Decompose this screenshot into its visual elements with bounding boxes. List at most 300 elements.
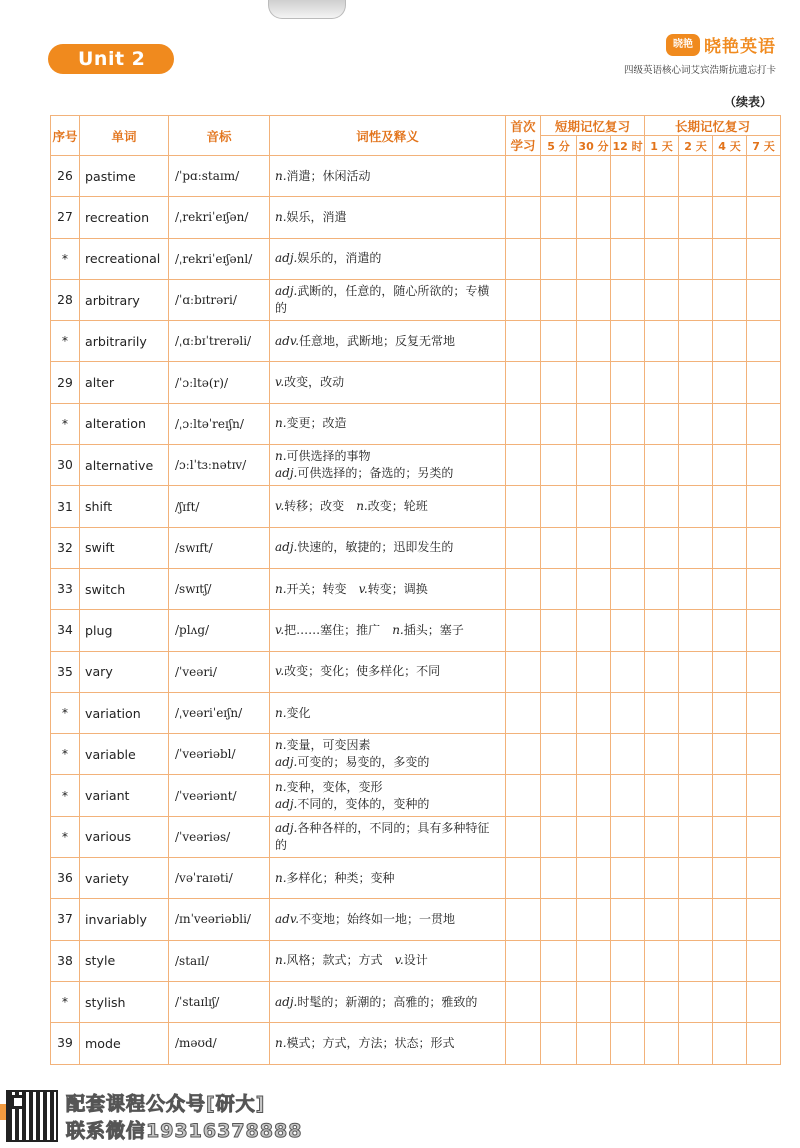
check-7day-cell[interactable] bbox=[747, 692, 781, 733]
check-12h-cell[interactable] bbox=[611, 321, 645, 362]
part-of-speech: n. bbox=[275, 738, 287, 753]
check-5min-cell[interactable] bbox=[541, 279, 577, 320]
check-first-cell[interactable] bbox=[506, 321, 541, 362]
row-number: 26 bbox=[51, 156, 80, 197]
check-7day-cell[interactable] bbox=[747, 279, 781, 320]
check-5min-cell[interactable] bbox=[541, 568, 577, 609]
check-12h-cell[interactable] bbox=[611, 527, 645, 568]
check-7day-cell[interactable] bbox=[747, 362, 781, 403]
definition-line bbox=[275, 465, 501, 482]
row-definition bbox=[270, 568, 506, 609]
check-5min-cell[interactable] bbox=[541, 403, 577, 444]
row-phonetic: /ˌrekriˈeɪʃən/ bbox=[169, 197, 270, 238]
row-phonetic: /ˈveəriənt/ bbox=[169, 775, 270, 816]
part-of-speech: n. bbox=[275, 581, 287, 596]
check-12h-cell[interactable] bbox=[611, 940, 645, 981]
table-row bbox=[51, 816, 781, 857]
definition-text: 改变，改动 bbox=[284, 375, 345, 390]
row-number: 36 bbox=[51, 858, 80, 899]
part-of-speech: n. bbox=[275, 449, 287, 464]
part-of-speech: v. bbox=[358, 581, 368, 596]
check-first-cell[interactable] bbox=[506, 445, 541, 486]
row-definition bbox=[270, 321, 506, 362]
row-phonetic: /swɪtʃ/ bbox=[169, 568, 270, 609]
check-2day-cell[interactable] bbox=[679, 197, 713, 238]
check-2day-cell[interactable] bbox=[679, 527, 713, 568]
check-30min-cell[interactable] bbox=[577, 527, 611, 568]
row-number: 33 bbox=[51, 568, 80, 609]
check-first-cell[interactable] bbox=[506, 527, 541, 568]
col-header-7day: 7 天 bbox=[747, 136, 781, 156]
check-7day-cell[interactable] bbox=[747, 899, 781, 940]
check-30min-cell[interactable] bbox=[577, 692, 611, 733]
row-word: shift bbox=[80, 486, 169, 527]
check-2day-cell[interactable] bbox=[679, 568, 713, 609]
check-30min-cell[interactable] bbox=[577, 651, 611, 692]
row-word: style bbox=[80, 940, 169, 981]
check-30min-cell[interactable] bbox=[577, 445, 611, 486]
check-30min-cell[interactable] bbox=[577, 486, 611, 527]
check-first-cell[interactable] bbox=[506, 279, 541, 320]
check-4day-cell[interactable] bbox=[713, 403, 747, 444]
definition-text: 设计 bbox=[403, 953, 428, 968]
check-7day-cell[interactable] bbox=[747, 858, 781, 899]
definition-text: 娱乐，消遣 bbox=[286, 209, 347, 224]
table-row bbox=[51, 238, 781, 279]
check-4day-cell[interactable] bbox=[713, 610, 747, 651]
check-5min-cell[interactable] bbox=[541, 940, 577, 981]
check-12h-cell[interactable] bbox=[611, 816, 645, 857]
definition-text: 时髦的；新潮的；高雅的；雅致的 bbox=[297, 994, 478, 1009]
check-5min-cell[interactable] bbox=[541, 651, 577, 692]
check-12h-cell[interactable] bbox=[611, 238, 645, 279]
check-12h-cell[interactable] bbox=[611, 1023, 645, 1064]
col-header-1day: 1 天 bbox=[645, 136, 679, 156]
unit-badge: Unit 2 bbox=[48, 44, 174, 74]
check-first-cell[interactable] bbox=[506, 775, 541, 816]
check-30min-cell[interactable] bbox=[577, 238, 611, 279]
check-1day-cell[interactable] bbox=[645, 981, 679, 1022]
row-word: variation bbox=[80, 692, 169, 733]
check-30min-cell[interactable] bbox=[577, 279, 611, 320]
check-7day-cell[interactable] bbox=[747, 527, 781, 568]
row-definition bbox=[270, 279, 506, 320]
check-1day-cell[interactable] bbox=[645, 403, 679, 444]
check-first-cell[interactable] bbox=[506, 899, 541, 940]
definition-line bbox=[275, 779, 501, 796]
row-word: swift bbox=[80, 527, 169, 568]
check-30min-cell[interactable] bbox=[577, 156, 611, 197]
check-4day-cell[interactable] bbox=[713, 568, 747, 609]
row-word: recreational bbox=[80, 238, 169, 279]
row-number: 37 bbox=[51, 899, 80, 940]
part-of-speech: adv. bbox=[275, 333, 300, 348]
check-5min-cell[interactable] bbox=[541, 197, 577, 238]
check-30min-cell[interactable] bbox=[577, 1023, 611, 1064]
part-of-speech: adj. bbox=[275, 755, 298, 770]
col-header-word: 单词 bbox=[80, 116, 169, 156]
check-1day-cell[interactable] bbox=[645, 816, 679, 857]
definition-line bbox=[275, 448, 501, 465]
check-7day-cell[interactable] bbox=[747, 1023, 781, 1064]
part-of-speech: adj. bbox=[275, 820, 298, 835]
row-phonetic: /ɪnˈveəriəbli/ bbox=[169, 899, 270, 940]
check-30min-cell[interactable] bbox=[577, 321, 611, 362]
check-30min-cell[interactable] bbox=[577, 610, 611, 651]
row-word: variable bbox=[80, 734, 169, 775]
check-1day-cell[interactable] bbox=[645, 734, 679, 775]
check-2day-cell[interactable] bbox=[679, 156, 713, 197]
check-12h-cell[interactable] bbox=[611, 486, 645, 527]
check-5min-cell[interactable] bbox=[541, 321, 577, 362]
check-7day-cell[interactable] bbox=[747, 238, 781, 279]
row-definition bbox=[270, 775, 506, 816]
check-first-cell[interactable] bbox=[506, 156, 541, 197]
table-row bbox=[51, 321, 781, 362]
check-7day-cell[interactable] bbox=[747, 568, 781, 609]
check-2day-cell[interactable] bbox=[679, 445, 713, 486]
check-30min-cell[interactable] bbox=[577, 362, 611, 403]
check-1day-cell[interactable] bbox=[645, 858, 679, 899]
row-phonetic: /ˌɔːltəˈreɪʃn/ bbox=[169, 403, 270, 444]
check-first-cell[interactable] bbox=[506, 1023, 541, 1064]
check-5min-cell[interactable] bbox=[541, 899, 577, 940]
definition-text: 不同的，变体的，变种的 bbox=[297, 796, 430, 811]
table-row bbox=[51, 156, 781, 197]
check-7day-cell[interactable] bbox=[747, 981, 781, 1022]
row-definition bbox=[270, 486, 506, 527]
brand bbox=[666, 32, 776, 57]
check-1day-cell[interactable] bbox=[645, 940, 679, 981]
row-phonetic: /ˈɑːbɪtrəri/ bbox=[169, 279, 270, 320]
check-5min-cell[interactable] bbox=[541, 445, 577, 486]
col-header-30min: 30 分 bbox=[577, 136, 611, 156]
check-2day-cell[interactable] bbox=[679, 321, 713, 362]
check-4day-cell[interactable] bbox=[713, 775, 747, 816]
check-12h-cell[interactable] bbox=[611, 775, 645, 816]
row-definition bbox=[270, 527, 506, 568]
check-4day-cell[interactable] bbox=[713, 816, 747, 857]
check-1day-cell[interactable] bbox=[645, 445, 679, 486]
check-first-cell[interactable] bbox=[506, 940, 541, 981]
row-word: switch bbox=[80, 568, 169, 609]
table-row bbox=[51, 940, 781, 981]
table-row bbox=[51, 403, 781, 444]
part-of-speech: v. bbox=[275, 664, 285, 679]
row-word: pastime bbox=[80, 156, 169, 197]
check-first-cell[interactable] bbox=[506, 692, 541, 733]
definition-text: 变量，可变因素 bbox=[286, 738, 371, 753]
check-2day-cell[interactable] bbox=[679, 486, 713, 527]
check-first-cell[interactable] bbox=[506, 362, 541, 403]
part-of-speech: n. bbox=[275, 209, 287, 224]
row-number: 31 bbox=[51, 486, 80, 527]
check-4day-cell[interactable] bbox=[713, 445, 747, 486]
check-12h-cell[interactable] bbox=[611, 568, 645, 609]
row-definition bbox=[270, 1023, 506, 1064]
definition-text: 把……塞住；推广 bbox=[284, 622, 393, 637]
check-12h-cell[interactable] bbox=[611, 981, 645, 1022]
check-4day-cell[interactable] bbox=[713, 321, 747, 362]
definition-text: 武断的，任意的，随心所欲的；专横的 bbox=[275, 284, 490, 316]
check-5min-cell[interactable] bbox=[541, 692, 577, 733]
part-of-speech: adv. bbox=[275, 911, 300, 926]
check-7day-cell[interactable] bbox=[747, 775, 781, 816]
row-phonetic: /swɪft/ bbox=[169, 527, 270, 568]
check-2day-cell[interactable] bbox=[679, 899, 713, 940]
table-row bbox=[51, 651, 781, 692]
definition-line bbox=[275, 911, 501, 928]
check-1day-cell[interactable] bbox=[645, 238, 679, 279]
col-header-5min: 5 分 bbox=[541, 136, 577, 156]
row-word: variety bbox=[80, 858, 169, 899]
check-5min-cell[interactable] bbox=[541, 238, 577, 279]
definition-line bbox=[275, 796, 501, 813]
check-5min-cell[interactable] bbox=[541, 816, 577, 857]
check-4day-cell[interactable] bbox=[713, 940, 747, 981]
check-12h-cell[interactable] bbox=[611, 362, 645, 403]
check-2day-cell[interactable] bbox=[679, 692, 713, 733]
check-1day-cell[interactable] bbox=[645, 486, 679, 527]
check-1day-cell[interactable] bbox=[645, 651, 679, 692]
part-of-speech: adj. bbox=[275, 540, 298, 555]
table-row bbox=[51, 527, 781, 568]
check-4day-cell[interactable] bbox=[713, 197, 747, 238]
binder-clip bbox=[268, 0, 346, 19]
check-4day-cell[interactable] bbox=[713, 692, 747, 733]
check-2day-cell[interactable] bbox=[679, 651, 713, 692]
table-row bbox=[51, 568, 781, 609]
definition-text: 开关；转变 bbox=[286, 581, 359, 596]
part-of-speech: v. bbox=[394, 953, 404, 968]
check-30min-cell[interactable] bbox=[577, 858, 611, 899]
check-2day-cell[interactable] bbox=[679, 403, 713, 444]
check-2day-cell[interactable] bbox=[679, 362, 713, 403]
check-first-cell[interactable] bbox=[506, 734, 541, 775]
definition-text: 转变；调换 bbox=[367, 581, 428, 596]
row-word: variant bbox=[80, 775, 169, 816]
check-30min-cell[interactable] bbox=[577, 940, 611, 981]
part-of-speech: n. bbox=[275, 870, 287, 885]
check-30min-cell[interactable] bbox=[577, 899, 611, 940]
row-definition bbox=[270, 940, 506, 981]
definition-line bbox=[275, 283, 501, 317]
definition-line bbox=[275, 415, 501, 432]
check-2day-cell[interactable] bbox=[679, 279, 713, 320]
check-first-cell[interactable] bbox=[506, 981, 541, 1022]
check-30min-cell[interactable] bbox=[577, 403, 611, 444]
check-4day-cell[interactable] bbox=[713, 858, 747, 899]
vocab-table bbox=[50, 115, 781, 1065]
check-12h-cell[interactable] bbox=[611, 734, 645, 775]
check-first-cell[interactable] bbox=[506, 403, 541, 444]
row-number: 35 bbox=[51, 651, 80, 692]
check-2day-cell[interactable] bbox=[679, 610, 713, 651]
check-5min-cell[interactable] bbox=[541, 610, 577, 651]
check-4day-cell[interactable] bbox=[713, 527, 747, 568]
table-row bbox=[51, 197, 781, 238]
table-row bbox=[51, 1023, 781, 1064]
check-1day-cell[interactable] bbox=[645, 362, 679, 403]
check-12h-cell[interactable] bbox=[611, 197, 645, 238]
check-4day-cell[interactable] bbox=[713, 156, 747, 197]
part-of-speech: n. bbox=[275, 168, 287, 183]
check-2day-cell[interactable] bbox=[679, 981, 713, 1022]
check-5min-cell[interactable] bbox=[541, 1023, 577, 1064]
row-phonetic: /ˈveəriəs/ bbox=[169, 816, 270, 857]
row-definition bbox=[270, 858, 506, 899]
check-2day-cell[interactable] bbox=[679, 940, 713, 981]
check-7day-cell[interactable] bbox=[747, 610, 781, 651]
check-7day-cell[interactable] bbox=[747, 321, 781, 362]
check-7day-cell[interactable] bbox=[747, 940, 781, 981]
check-7day-cell[interactable] bbox=[747, 445, 781, 486]
check-12h-cell[interactable] bbox=[611, 858, 645, 899]
check-4day-cell[interactable] bbox=[713, 1023, 747, 1064]
check-12h-cell[interactable] bbox=[611, 610, 645, 651]
row-number: * bbox=[51, 981, 80, 1022]
check-5min-cell[interactable] bbox=[541, 858, 577, 899]
check-first-cell[interactable] bbox=[506, 238, 541, 279]
col-header-phonetic: 音标 bbox=[169, 116, 270, 156]
row-number: * bbox=[51, 692, 80, 733]
row-phonetic: /ˈveəriəbl/ bbox=[169, 734, 270, 775]
definition-text: 变更；改造 bbox=[286, 416, 347, 431]
check-2day-cell[interactable] bbox=[679, 1023, 713, 1064]
check-12h-cell[interactable] bbox=[611, 445, 645, 486]
check-30min-cell[interactable] bbox=[577, 816, 611, 857]
qr-code-icon bbox=[6, 1090, 58, 1142]
check-12h-cell[interactable] bbox=[611, 651, 645, 692]
check-1day-cell[interactable] bbox=[645, 527, 679, 568]
row-definition bbox=[270, 692, 506, 733]
check-1day-cell[interactable] bbox=[645, 197, 679, 238]
definition-line bbox=[275, 870, 501, 887]
check-4day-cell[interactable] bbox=[713, 651, 747, 692]
row-number: 32 bbox=[51, 527, 80, 568]
definition-line bbox=[275, 663, 501, 680]
check-12h-cell[interactable] bbox=[611, 899, 645, 940]
part-of-speech: v. bbox=[275, 499, 285, 514]
part-of-speech: n. bbox=[356, 499, 368, 514]
check-first-cell[interactable] bbox=[506, 816, 541, 857]
check-2day-cell[interactable] bbox=[679, 816, 713, 857]
check-5min-cell[interactable] bbox=[541, 775, 577, 816]
row-phonetic: /staɪl/ bbox=[169, 940, 270, 981]
check-first-cell[interactable] bbox=[506, 568, 541, 609]
part-of-speech: v. bbox=[275, 375, 285, 390]
check-2day-cell[interactable] bbox=[679, 775, 713, 816]
check-5min-cell[interactable] bbox=[541, 734, 577, 775]
check-2day-cell[interactable] bbox=[679, 734, 713, 775]
check-5min-cell[interactable] bbox=[541, 486, 577, 527]
check-1day-cell[interactable] bbox=[645, 156, 679, 197]
definition-line bbox=[275, 754, 501, 771]
check-2day-cell[interactable] bbox=[679, 238, 713, 279]
row-number: * bbox=[51, 775, 80, 816]
table-row bbox=[51, 858, 781, 899]
check-7day-cell[interactable] bbox=[747, 734, 781, 775]
definition-line bbox=[275, 333, 501, 350]
check-7day-cell[interactable] bbox=[747, 816, 781, 857]
check-4day-cell[interactable] bbox=[713, 981, 747, 1022]
check-30min-cell[interactable] bbox=[577, 197, 611, 238]
check-5min-cell[interactable] bbox=[541, 981, 577, 1022]
check-1day-cell[interactable] bbox=[645, 610, 679, 651]
definition-text: 多样化；种类；变种 bbox=[286, 870, 395, 885]
row-word: various bbox=[80, 816, 169, 857]
check-30min-cell[interactable] bbox=[577, 981, 611, 1022]
definition-text: 消遣；休闲活动 bbox=[286, 168, 371, 183]
check-12h-cell[interactable] bbox=[611, 156, 645, 197]
check-1day-cell[interactable] bbox=[645, 568, 679, 609]
check-5min-cell[interactable] bbox=[541, 527, 577, 568]
row-number: * bbox=[51, 321, 80, 362]
check-7day-cell[interactable] bbox=[747, 156, 781, 197]
check-7day-cell[interactable] bbox=[747, 651, 781, 692]
check-4day-cell[interactable] bbox=[713, 279, 747, 320]
check-first-cell[interactable] bbox=[506, 610, 541, 651]
check-5min-cell[interactable] bbox=[541, 362, 577, 403]
check-7day-cell[interactable] bbox=[747, 197, 781, 238]
check-12h-cell[interactable] bbox=[611, 279, 645, 320]
row-word: arbitrarily bbox=[80, 321, 169, 362]
row-phonetic: /ˌveəriˈeɪʃn/ bbox=[169, 692, 270, 733]
check-4day-cell[interactable] bbox=[713, 486, 747, 527]
row-phonetic: /ˈveəri/ bbox=[169, 651, 270, 692]
check-7day-cell[interactable] bbox=[747, 486, 781, 527]
check-12h-cell[interactable] bbox=[611, 403, 645, 444]
row-definition bbox=[270, 403, 506, 444]
check-30min-cell[interactable] bbox=[577, 775, 611, 816]
row-phonetic: /məʊd/ bbox=[169, 1023, 270, 1064]
definition-line bbox=[275, 705, 501, 722]
check-2day-cell[interactable] bbox=[679, 858, 713, 899]
row-phonetic: /plʌg/ bbox=[169, 610, 270, 651]
check-1day-cell[interactable] bbox=[645, 775, 679, 816]
check-1day-cell[interactable] bbox=[645, 1023, 679, 1064]
check-1day-cell[interactable] bbox=[645, 279, 679, 320]
check-1day-cell[interactable] bbox=[645, 899, 679, 940]
check-first-cell[interactable] bbox=[506, 651, 541, 692]
check-first-cell[interactable] bbox=[506, 197, 541, 238]
check-1day-cell[interactable] bbox=[645, 321, 679, 362]
definition-text: 可供选择的事物 bbox=[286, 449, 371, 464]
row-definition bbox=[270, 445, 506, 486]
row-word: recreation bbox=[80, 197, 169, 238]
row-definition bbox=[270, 734, 506, 775]
check-5min-cell[interactable] bbox=[541, 156, 577, 197]
check-30min-cell[interactable] bbox=[577, 568, 611, 609]
check-12h-cell[interactable] bbox=[611, 692, 645, 733]
check-4day-cell[interactable] bbox=[713, 899, 747, 940]
check-4day-cell[interactable] bbox=[713, 238, 747, 279]
check-first-cell[interactable] bbox=[506, 858, 541, 899]
vocab-table-body bbox=[51, 156, 781, 1065]
check-7day-cell[interactable] bbox=[747, 403, 781, 444]
part-of-speech: n. bbox=[275, 705, 287, 720]
check-30min-cell[interactable] bbox=[577, 734, 611, 775]
row-number: 29 bbox=[51, 362, 80, 403]
definition-text: 可变的；易变的，多变的 bbox=[297, 755, 430, 770]
brand-name: 晓艳英语 bbox=[704, 37, 776, 57]
check-4day-cell[interactable] bbox=[713, 734, 747, 775]
definition-text: 变化 bbox=[286, 705, 311, 720]
check-1day-cell[interactable] bbox=[645, 692, 679, 733]
check-4day-cell[interactable] bbox=[713, 362, 747, 403]
row-number: 39 bbox=[51, 1023, 80, 1064]
check-first-cell[interactable] bbox=[506, 486, 541, 527]
